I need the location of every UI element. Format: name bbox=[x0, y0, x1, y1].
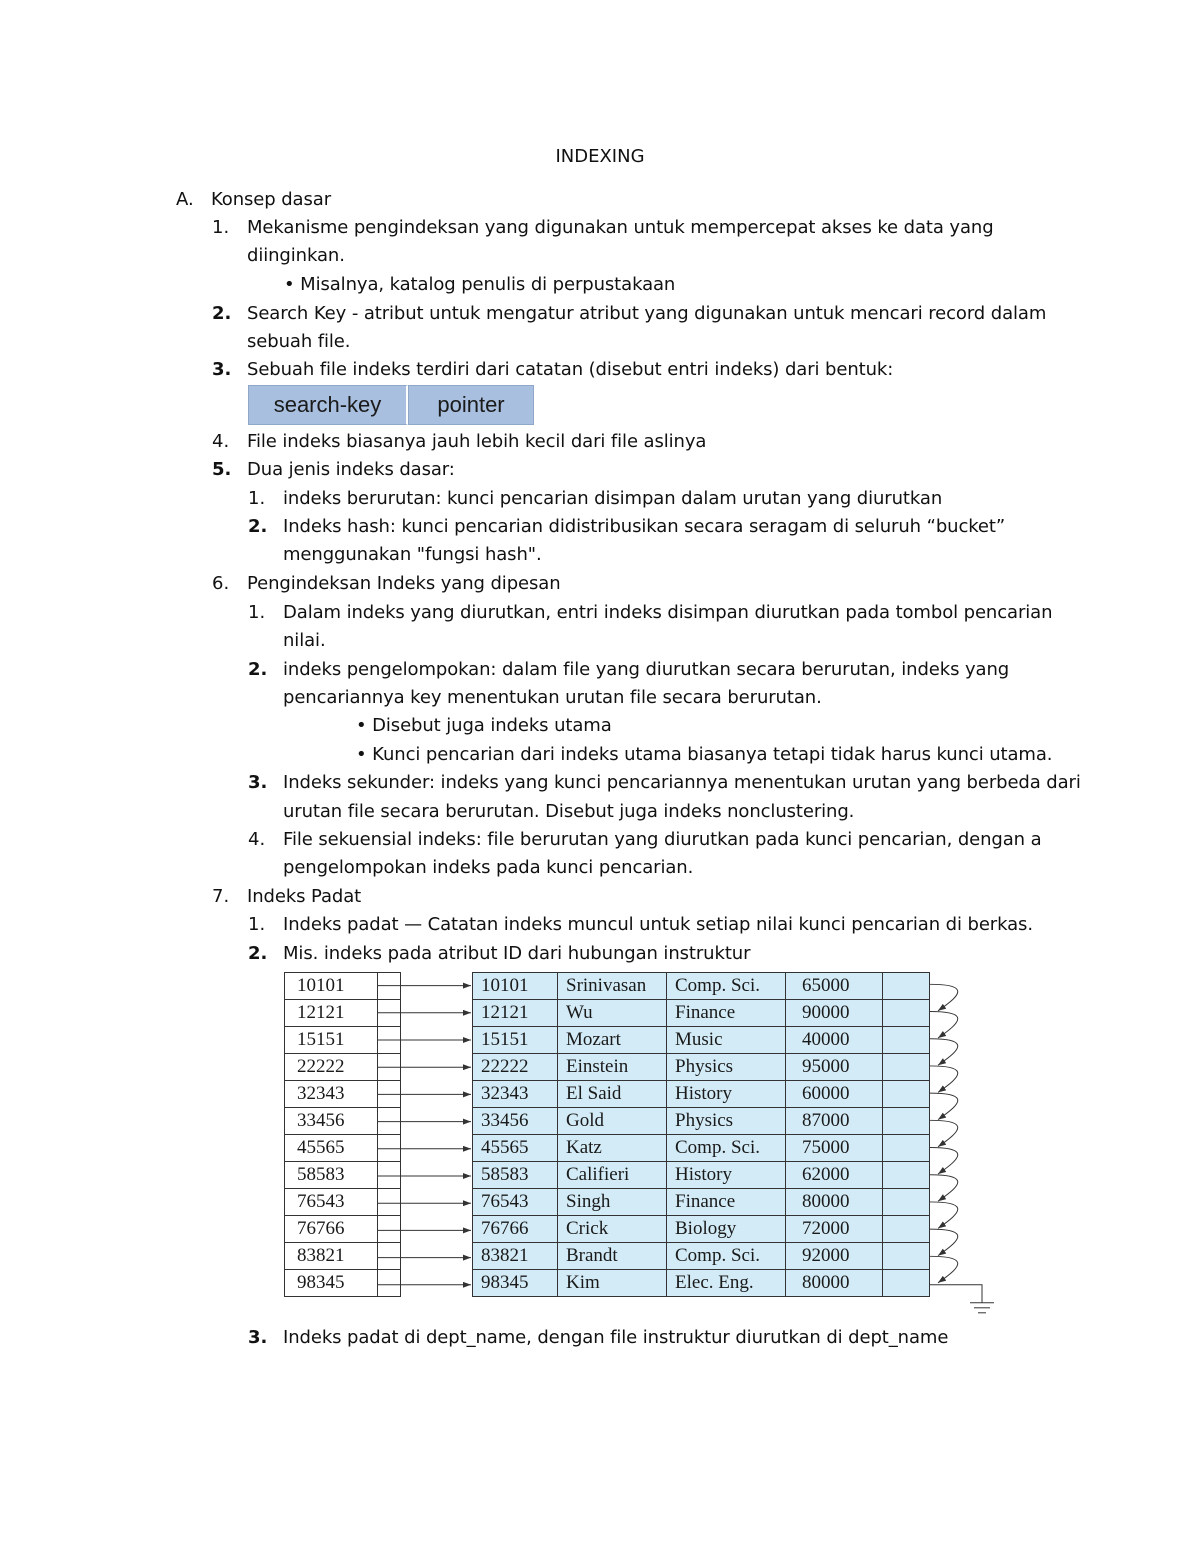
sublist-item-text: Indeks padat di dept_name, dengan file instruktur diurutkan di dept_name bbox=[283, 1327, 949, 1348]
list-item-text: Pengindeksan Indeks yang dipesan bbox=[247, 573, 561, 594]
index-key-cell: 76766 bbox=[285, 1216, 378, 1243]
record-next-pointer-cell bbox=[883, 1270, 930, 1297]
record-next-pointer-cell bbox=[883, 1081, 930, 1108]
index-entry-row bbox=[285, 1108, 401, 1135]
record-salary-cell: 87000 bbox=[786, 1108, 883, 1135]
record-id-cell: 22222 bbox=[473, 1054, 558, 1081]
record-name-cell: Gold bbox=[558, 1108, 667, 1135]
record-name-cell: Califieri bbox=[558, 1162, 667, 1189]
record-dept-cell: Elec. Eng. bbox=[667, 1270, 786, 1297]
record-dept-cell: Finance bbox=[667, 1000, 786, 1027]
page-title: INDEXING bbox=[555, 146, 645, 167]
record-row bbox=[473, 1189, 930, 1216]
sublist-item-text: File sekuensial indeks: file berurutan yang diurutkan pada kunci pencarian, dengan a bbox=[283, 829, 1042, 850]
index-entry-row bbox=[285, 1189, 401, 1216]
record-name-cell: Brandt bbox=[558, 1243, 667, 1270]
index-key-cell: 58583 bbox=[285, 1162, 378, 1189]
sublist-item-text: pengelompokan indeks pada kunci pencarian. bbox=[283, 857, 694, 878]
record-salary-cell: 62000 bbox=[786, 1162, 883, 1189]
record-next-pointer-cell bbox=[883, 1108, 930, 1135]
index-key-cell: 22222 bbox=[285, 1054, 378, 1081]
record-next-pointer-cell bbox=[883, 1027, 930, 1054]
record-name-cell: Singh bbox=[558, 1189, 667, 1216]
sublist-number: 2. bbox=[248, 659, 268, 680]
search-key-cell: search-key bbox=[248, 385, 408, 425]
sublist-item-text: indeks pengelompokan: dalam file yang diurutkan secara berurutan, indeks yang bbox=[283, 659, 1010, 680]
record-salary-cell: 72000 bbox=[786, 1216, 883, 1243]
sublist-item-text: Indeks sekunder: indeks yang kunci pencariannya menentukan urutan yang berbeda dari bbox=[283, 772, 1081, 793]
list-item-text: Mekanisme pengindeksan yang digunakan untuk mempercepat akses ke data yang bbox=[247, 217, 994, 238]
index-entry-row bbox=[285, 1162, 401, 1189]
index-entry-row bbox=[285, 973, 401, 1000]
record-dept-cell: Physics bbox=[667, 1054, 786, 1081]
bullet-item: • Kunci pencarian dari indeks utama biasanya tetapi tidak harus kunci utama. bbox=[356, 744, 1053, 765]
record-id-cell: 76543 bbox=[473, 1189, 558, 1216]
index-entry-row bbox=[285, 1054, 401, 1081]
sublist-item-text: pencariannya key menentukan urutan file secara berurutan. bbox=[283, 687, 822, 708]
list-number: 6. bbox=[212, 573, 230, 594]
record-next-pointer-cell bbox=[883, 973, 930, 1000]
record-dept-cell: History bbox=[667, 1081, 786, 1108]
index-pointer-cell bbox=[378, 1108, 401, 1135]
record-row bbox=[473, 1216, 930, 1243]
sublist-item-text: menggunakan "fungsi hash". bbox=[283, 544, 542, 565]
list-number: 4. bbox=[212, 431, 230, 452]
index-pointer-cell bbox=[378, 1027, 401, 1054]
index-entry-row bbox=[285, 1027, 401, 1054]
record-salary-cell: 80000 bbox=[786, 1270, 883, 1297]
index-key-cell: 98345 bbox=[285, 1270, 378, 1297]
record-id-cell: 58583 bbox=[473, 1162, 558, 1189]
sublist-number: 2. bbox=[248, 516, 268, 537]
record-name-cell: Einstein bbox=[558, 1054, 667, 1081]
bullet-item: • Misalnya, katalog penulis di perpustakaan bbox=[284, 274, 676, 295]
record-row bbox=[473, 973, 930, 1000]
record-name-cell: El Said bbox=[558, 1081, 667, 1108]
index-entry-row bbox=[285, 1216, 401, 1243]
sublist-number: 4. bbox=[248, 829, 266, 850]
record-salary-cell: 75000 bbox=[786, 1135, 883, 1162]
instructor-relation-table bbox=[472, 972, 930, 1297]
pointer-cell: pointer bbox=[408, 385, 534, 425]
index-key-cell: 83821 bbox=[285, 1243, 378, 1270]
list-item-text: sebuah file. bbox=[247, 331, 351, 352]
index-entry-row bbox=[285, 1000, 401, 1027]
list-number: 3. bbox=[212, 359, 232, 380]
index-pointer-cell bbox=[378, 973, 401, 1000]
record-salary-cell: 80000 bbox=[786, 1189, 883, 1216]
record-name-cell: Mozart bbox=[558, 1027, 667, 1054]
list-number: 1. bbox=[212, 217, 230, 238]
index-key-cell: 45565 bbox=[285, 1135, 378, 1162]
record-row bbox=[473, 1054, 930, 1081]
index-pointer-cell bbox=[378, 1270, 401, 1297]
record-dept-cell: Comp. Sci. bbox=[667, 973, 786, 1000]
sublist-number: 1. bbox=[248, 602, 266, 623]
record-dept-cell: Biology bbox=[667, 1216, 786, 1243]
sublist-number: 2. bbox=[248, 943, 268, 964]
record-row bbox=[473, 1270, 930, 1297]
record-dept-cell: Music bbox=[667, 1027, 786, 1054]
sublist-item-text: Dalam indeks yang diurutkan, entri indeks disimpan diurutkan pada tombol pencarian bbox=[283, 602, 1053, 623]
record-id-cell: 33456 bbox=[473, 1108, 558, 1135]
record-id-cell: 32343 bbox=[473, 1081, 558, 1108]
sublist-item-text: urutan file secara berurutan. Disebut juga indeks nonclustering. bbox=[283, 801, 855, 822]
record-row bbox=[473, 1243, 930, 1270]
record-name-cell: Katz bbox=[558, 1135, 667, 1162]
sublist-number: 3. bbox=[248, 1327, 268, 1348]
record-row bbox=[473, 1027, 930, 1054]
list-item-text: Sebuah file indeks terdiri dari catatan (disebut entri indeks) dari bentuk: bbox=[247, 359, 894, 380]
list-item-text: Indeks Padat bbox=[247, 886, 362, 907]
record-name-cell: Wu bbox=[558, 1000, 667, 1027]
bullet-item: • Disebut juga indeks utama bbox=[356, 715, 612, 736]
record-id-cell: 76766 bbox=[473, 1216, 558, 1243]
record-salary-cell: 92000 bbox=[786, 1243, 883, 1270]
record-next-pointer-cell bbox=[883, 1054, 930, 1081]
record-id-cell: 45565 bbox=[473, 1135, 558, 1162]
record-next-pointer-cell bbox=[883, 1216, 930, 1243]
sublist-item-text: indeks berurutan: kunci pencarian disimpan dalam urutan yang diurutkan bbox=[283, 488, 943, 509]
index-entry-row bbox=[285, 1081, 401, 1108]
record-next-pointer-cell bbox=[883, 1000, 930, 1027]
index-entry-row bbox=[285, 1243, 401, 1270]
sublist-number: 3. bbox=[248, 772, 268, 793]
record-row bbox=[473, 1000, 930, 1027]
list-number: 5. bbox=[212, 459, 232, 480]
sublist-number: 1. bbox=[248, 914, 266, 935]
index-file-table bbox=[284, 972, 401, 1297]
record-row bbox=[473, 1081, 930, 1108]
record-dept-cell: Comp. Sci. bbox=[667, 1243, 786, 1270]
index-key-cell: 76543 bbox=[285, 1189, 378, 1216]
record-name-cell: Kim bbox=[558, 1270, 667, 1297]
index-pointer-cell bbox=[378, 1000, 401, 1027]
record-next-pointer-cell bbox=[883, 1189, 930, 1216]
list-number: 7. bbox=[212, 886, 230, 907]
record-next-pointer-cell bbox=[883, 1243, 930, 1270]
record-dept-cell: Physics bbox=[667, 1108, 786, 1135]
record-row bbox=[473, 1108, 930, 1135]
sublist-item-text: nilai. bbox=[283, 630, 326, 651]
record-dept-cell: Comp. Sci. bbox=[667, 1135, 786, 1162]
sublist-number: 1. bbox=[248, 488, 266, 509]
record-dept-cell: Finance bbox=[667, 1189, 786, 1216]
record-salary-cell: 65000 bbox=[786, 973, 883, 1000]
dense-index-diagram bbox=[280, 970, 1000, 1320]
sublist-item-text: Indeks padat — Catatan indeks muncul untuk setiap nilai kunci pencarian di berkas. bbox=[283, 914, 1033, 935]
index-pointer-cell bbox=[378, 1189, 401, 1216]
record-name-cell: Srinivasan bbox=[558, 973, 667, 1000]
record-salary-cell: 60000 bbox=[786, 1081, 883, 1108]
record-salary-cell: 95000 bbox=[786, 1054, 883, 1081]
index-entry-row bbox=[285, 1135, 401, 1162]
record-id-cell: 83821 bbox=[473, 1243, 558, 1270]
record-row bbox=[473, 1162, 930, 1189]
index-pointer-cell bbox=[378, 1243, 401, 1270]
record-id-cell: 12121 bbox=[473, 1000, 558, 1027]
record-id-cell: 15151 bbox=[473, 1027, 558, 1054]
index-pointer-cell bbox=[378, 1135, 401, 1162]
record-row bbox=[473, 1135, 930, 1162]
index-key-cell: 12121 bbox=[285, 1000, 378, 1027]
list-item-text: diinginkan. bbox=[247, 245, 345, 266]
index-entry-format-box bbox=[248, 385, 534, 425]
record-salary-cell: 40000 bbox=[786, 1027, 883, 1054]
index-pointer-cell bbox=[378, 1216, 401, 1243]
record-dept-cell: History bbox=[667, 1162, 786, 1189]
index-pointer-cell bbox=[378, 1162, 401, 1189]
sublist-item-text: Indeks hash: kunci pencarian didistribusikan secara seragam di seluruh “bucket” bbox=[283, 516, 1006, 537]
list-number: 2. bbox=[212, 303, 232, 324]
list-item-text: Search Key - atribut untuk mengatur atribut yang digunakan untuk mencari record dalam bbox=[247, 303, 1047, 324]
index-pointer-cell bbox=[378, 1054, 401, 1081]
index-key-cell: 32343 bbox=[285, 1081, 378, 1108]
record-salary-cell: 90000 bbox=[786, 1000, 883, 1027]
sublist-item-text: Mis. indeks pada atribut ID dari hubungan instruktur bbox=[283, 943, 751, 964]
section-heading: Konsep dasar bbox=[211, 189, 331, 210]
index-key-cell: 10101 bbox=[285, 973, 378, 1000]
list-item-text: Dua jenis indeks dasar: bbox=[247, 459, 455, 480]
record-id-cell: 10101 bbox=[473, 973, 558, 1000]
record-name-cell: Crick bbox=[558, 1216, 667, 1243]
index-key-cell: 15151 bbox=[285, 1027, 378, 1054]
list-item-text: File indeks biasanya jauh lebih kecil dari file aslinya bbox=[247, 431, 707, 452]
record-next-pointer-cell bbox=[883, 1162, 930, 1189]
index-entry-row bbox=[285, 1270, 401, 1297]
record-next-pointer-cell bbox=[883, 1135, 930, 1162]
index-key-cell: 33456 bbox=[285, 1108, 378, 1135]
index-pointer-cell bbox=[378, 1081, 401, 1108]
section-marker: A. bbox=[176, 189, 194, 210]
record-id-cell: 98345 bbox=[473, 1270, 558, 1297]
